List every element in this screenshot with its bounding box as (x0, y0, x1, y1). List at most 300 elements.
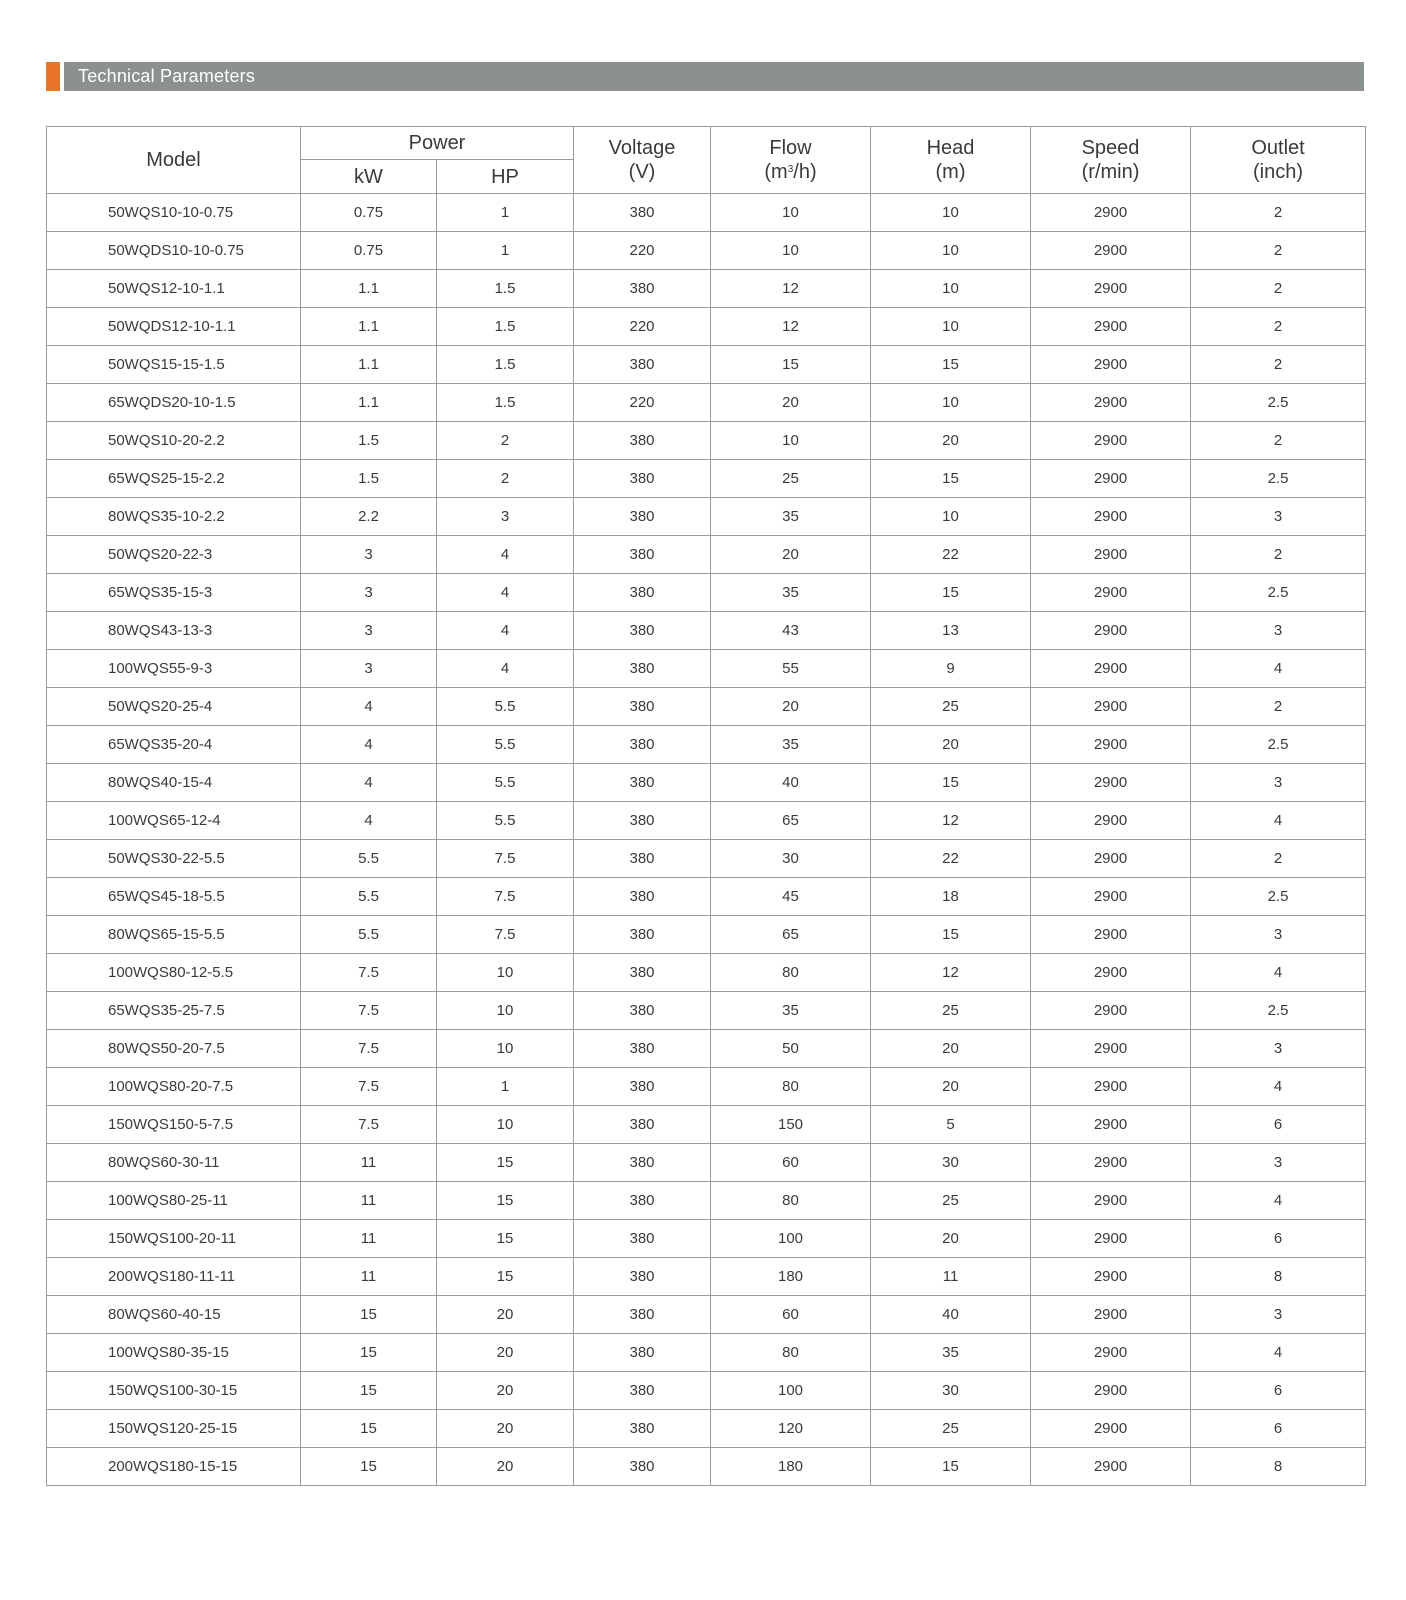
cell-head: 20 (871, 422, 1031, 460)
cell-model: 80WQS35-10-2.2 (47, 498, 301, 536)
cell-speed: 2900 (1031, 1030, 1191, 1068)
cell-outlet: 2 (1191, 422, 1366, 460)
cell-power-kw: 11 (301, 1144, 437, 1182)
cell-head: 13 (871, 612, 1031, 650)
table-row (47, 536, 1366, 574)
cell-flow: 35 (711, 498, 871, 536)
cell-flow: 180 (711, 1258, 871, 1296)
cell-power-kw: 1.1 (301, 346, 437, 384)
table-row (47, 194, 1366, 232)
title-accent-gap (60, 62, 64, 91)
cell-outlet: 4 (1191, 1068, 1366, 1106)
cell-outlet: 6 (1191, 1372, 1366, 1410)
cell-power-hp: 5.5 (437, 764, 574, 802)
cell-speed: 2900 (1031, 536, 1191, 574)
cell-flow: 45 (711, 878, 871, 916)
cell-power-kw: 15 (301, 1296, 437, 1334)
cell-model: 80WQS60-40-15 (47, 1296, 301, 1334)
cell-voltage: 380 (574, 954, 711, 992)
section-title-bar (46, 62, 1364, 91)
cell-voltage: 380 (574, 1258, 711, 1296)
table-row (47, 1372, 1366, 1410)
cell-speed: 2900 (1031, 802, 1191, 840)
cell-flow: 65 (711, 916, 871, 954)
cell-model: 65WQS35-15-3 (47, 574, 301, 612)
cell-power-kw: 15 (301, 1410, 437, 1448)
cell-head: 15 (871, 1448, 1031, 1486)
cell-speed: 2900 (1031, 1334, 1191, 1372)
cell-outlet: 4 (1191, 1182, 1366, 1220)
cell-head: 35 (871, 1334, 1031, 1372)
cell-head: 20 (871, 1030, 1031, 1068)
cell-power-hp: 10 (437, 992, 574, 1030)
cell-outlet: 2 (1191, 232, 1366, 270)
cell-flow: 15 (711, 346, 871, 384)
cell-model: 100WQS80-12-5.5 (47, 954, 301, 992)
cell-head: 22 (871, 536, 1031, 574)
cell-flow: 10 (711, 422, 871, 460)
cell-model: 65WQS45-18-5.5 (47, 878, 301, 916)
cell-speed: 2900 (1031, 878, 1191, 916)
header-voltage: Voltage (V) (574, 127, 711, 194)
cell-power-hp: 4 (437, 650, 574, 688)
cell-flow: 35 (711, 992, 871, 1030)
cell-power-kw: 0.75 (301, 232, 437, 270)
cell-flow: 35 (711, 574, 871, 612)
cell-model: 65WQS25-15-2.2 (47, 460, 301, 498)
table-row (47, 1106, 1366, 1144)
cell-voltage: 380 (574, 270, 711, 308)
cell-power-kw: 15 (301, 1448, 437, 1486)
cell-power-kw: 3 (301, 650, 437, 688)
cell-power-hp: 15 (437, 1258, 574, 1296)
cell-outlet: 6 (1191, 1410, 1366, 1448)
cell-power-kw: 3 (301, 574, 437, 612)
cell-outlet: 3 (1191, 498, 1366, 536)
cell-head: 11 (871, 1258, 1031, 1296)
cell-speed: 2900 (1031, 1144, 1191, 1182)
table-row (47, 916, 1366, 954)
cell-power-hp: 15 (437, 1144, 574, 1182)
cell-power-hp: 4 (437, 536, 574, 574)
cell-speed: 2900 (1031, 992, 1191, 1030)
cell-outlet: 3 (1191, 1030, 1366, 1068)
cell-speed: 2900 (1031, 308, 1191, 346)
cell-speed: 2900 (1031, 498, 1191, 536)
section-title: Technical Parameters (78, 66, 256, 86)
table-row (47, 840, 1366, 878)
table-row (47, 384, 1366, 422)
cell-power-kw: 7.5 (301, 954, 437, 992)
cell-model: 200WQS180-11-11 (47, 1258, 301, 1296)
cell-flow: 20 (711, 688, 871, 726)
cell-head: 25 (871, 688, 1031, 726)
cell-power-kw: 1.5 (301, 460, 437, 498)
cell-head: 12 (871, 954, 1031, 992)
cell-power-hp: 1.5 (437, 384, 574, 422)
cell-power-kw: 2.2 (301, 498, 437, 536)
cell-voltage: 220 (574, 232, 711, 270)
cell-flow: 50 (711, 1030, 871, 1068)
cell-outlet: 2 (1191, 308, 1366, 346)
cell-power-hp: 2 (437, 422, 574, 460)
cell-voltage: 380 (574, 194, 711, 232)
cell-speed: 2900 (1031, 1448, 1191, 1486)
cell-model: 50WQS10-20-2.2 (47, 422, 301, 460)
header-head: Head (m) (871, 127, 1031, 194)
cell-power-kw: 15 (301, 1372, 437, 1410)
cell-model: 80WQS40-15-4 (47, 764, 301, 802)
cell-voltage: 380 (574, 916, 711, 954)
cell-flow: 100 (711, 1372, 871, 1410)
cell-voltage: 380 (574, 1106, 711, 1144)
cell-power-hp: 4 (437, 574, 574, 612)
cell-power-kw: 7.5 (301, 1030, 437, 1068)
cell-power-hp: 1.5 (437, 346, 574, 384)
cell-power-hp: 5.5 (437, 726, 574, 764)
cell-flow: 80 (711, 954, 871, 992)
cell-power-kw: 1.1 (301, 384, 437, 422)
cell-voltage: 380 (574, 1030, 711, 1068)
cell-head: 15 (871, 460, 1031, 498)
cell-head: 25 (871, 992, 1031, 1030)
cell-voltage: 380 (574, 574, 711, 612)
cell-head: 10 (871, 232, 1031, 270)
table-row (47, 1448, 1366, 1486)
cell-model: 50WQS30-22-5.5 (47, 840, 301, 878)
cell-outlet: 4 (1191, 650, 1366, 688)
header-model: Model (47, 127, 301, 194)
cell-voltage: 380 (574, 346, 711, 384)
cell-speed: 2900 (1031, 1220, 1191, 1258)
cell-power-kw: 1.1 (301, 308, 437, 346)
cell-model: 80WQS65-15-5.5 (47, 916, 301, 954)
cell-speed: 2900 (1031, 840, 1191, 878)
cell-head: 10 (871, 384, 1031, 422)
cell-speed: 2900 (1031, 1182, 1191, 1220)
cell-speed: 2900 (1031, 688, 1191, 726)
table-row (47, 650, 1366, 688)
cell-speed: 2900 (1031, 574, 1191, 612)
cell-flow: 80 (711, 1068, 871, 1106)
cell-model: 50WQS20-22-3 (47, 536, 301, 574)
table-row (47, 308, 1366, 346)
cell-voltage: 380 (574, 1296, 711, 1334)
cell-model: 65WQDS20-10-1.5 (47, 384, 301, 422)
cell-outlet: 2.5 (1191, 726, 1366, 764)
cell-power-kw: 15 (301, 1334, 437, 1372)
cell-flow: 10 (711, 194, 871, 232)
cell-model: 65WQS35-20-4 (47, 726, 301, 764)
cell-flow: 120 (711, 1410, 871, 1448)
cell-power-kw: 11 (301, 1182, 437, 1220)
cell-power-kw: 3 (301, 612, 437, 650)
cell-head: 10 (871, 270, 1031, 308)
cell-flow: 80 (711, 1334, 871, 1372)
cell-power-hp: 2 (437, 460, 574, 498)
cell-power-hp: 20 (437, 1448, 574, 1486)
cell-speed: 2900 (1031, 612, 1191, 650)
header-flow: Flow $(m^3/h)$ (711, 127, 871, 194)
cell-head: 15 (871, 574, 1031, 612)
cell-model: 50WQDS12-10-1.1 (47, 308, 301, 346)
cell-voltage: 380 (574, 1220, 711, 1258)
cell-power-hp: 5.5 (437, 688, 574, 726)
cell-head: 15 (871, 346, 1031, 384)
cell-model: 80WQS60-30-11 (47, 1144, 301, 1182)
cell-flow: 20 (711, 536, 871, 574)
cell-outlet: 3 (1191, 612, 1366, 650)
cell-flow: 55 (711, 650, 871, 688)
cell-head: 15 (871, 916, 1031, 954)
table-body (47, 194, 1366, 1486)
cell-power-hp: 15 (437, 1220, 574, 1258)
cell-head: 30 (871, 1372, 1031, 1410)
cell-power-hp: 10 (437, 1106, 574, 1144)
cell-outlet: 2.5 (1191, 992, 1366, 1030)
cell-voltage: 380 (574, 764, 711, 802)
table-row (47, 802, 1366, 840)
cell-voltage: 380 (574, 498, 711, 536)
cell-model: 150WQS100-30-15 (47, 1372, 301, 1410)
cell-outlet: 2.5 (1191, 384, 1366, 422)
cell-power-hp: 20 (437, 1372, 574, 1410)
cell-speed: 2900 (1031, 1410, 1191, 1448)
cell-power-hp: 20 (437, 1296, 574, 1334)
cell-voltage: 380 (574, 536, 711, 574)
table-row (47, 574, 1366, 612)
cell-head: 10 (871, 498, 1031, 536)
cell-head: 9 (871, 650, 1031, 688)
cell-power-hp: 20 (437, 1410, 574, 1448)
cell-power-kw: 11 (301, 1258, 437, 1296)
cell-power-hp: 7.5 (437, 916, 574, 954)
cell-model: 50WQS12-10-1.1 (47, 270, 301, 308)
cell-flow: 30 (711, 840, 871, 878)
cell-flow: 65 (711, 802, 871, 840)
header-outlet: Outlet (inch) (1191, 127, 1366, 194)
cell-voltage: 380 (574, 612, 711, 650)
cell-power-hp: 4 (437, 612, 574, 650)
cell-power-kw: 4 (301, 726, 437, 764)
header-speed: Speed (r/min) (1031, 127, 1191, 194)
cell-voltage: 380 (574, 460, 711, 498)
cell-speed: 2900 (1031, 232, 1191, 270)
cell-power-hp: 1 (437, 194, 574, 232)
cell-power-kw: 7.5 (301, 992, 437, 1030)
cell-model: 50WQS15-15-1.5 (47, 346, 301, 384)
cell-model: 100WQS55-9-3 (47, 650, 301, 688)
table-row (47, 1258, 1366, 1296)
cell-voltage: 380 (574, 1448, 711, 1486)
cell-outlet: 3 (1191, 1144, 1366, 1182)
table-row (47, 992, 1366, 1030)
table-row (47, 460, 1366, 498)
cell-speed: 2900 (1031, 1068, 1191, 1106)
cell-power-kw: 5.5 (301, 840, 437, 878)
cell-head: 20 (871, 1220, 1031, 1258)
table-row (47, 1296, 1366, 1334)
cell-power-hp: 1 (437, 232, 574, 270)
cell-power-hp: 20 (437, 1334, 574, 1372)
cell-speed: 2900 (1031, 460, 1191, 498)
cell-voltage: 380 (574, 992, 711, 1030)
table-row (47, 346, 1366, 384)
cell-model: 150WQS150-5-7.5 (47, 1106, 301, 1144)
cell-power-hp: 10 (437, 954, 574, 992)
cell-voltage: 380 (574, 1182, 711, 1220)
cell-model: 100WQS80-35-15 (47, 1334, 301, 1372)
cell-power-kw: 1.5 (301, 422, 437, 460)
cell-head: 10 (871, 308, 1031, 346)
cell-flow: 35 (711, 726, 871, 764)
cell-speed: 2900 (1031, 1258, 1191, 1296)
cell-power-hp: 1.5 (437, 308, 574, 346)
header-power: Power (301, 127, 574, 160)
cell-outlet: 3 (1191, 916, 1366, 954)
cell-head: 30 (871, 1144, 1031, 1182)
cell-outlet: 8 (1191, 1258, 1366, 1296)
cell-head: 20 (871, 726, 1031, 764)
cell-flow: 25 (711, 460, 871, 498)
table-row (47, 1030, 1366, 1068)
cell-power-kw: 1.1 (301, 270, 437, 308)
cell-power-hp: 1.5 (437, 270, 574, 308)
cell-speed: 2900 (1031, 270, 1191, 308)
cell-speed: 2900 (1031, 1106, 1191, 1144)
header-power-kw: kW (301, 160, 437, 194)
cell-power-kw: 5.5 (301, 916, 437, 954)
table-row (47, 612, 1366, 650)
cell-model: 50WQS20-25-4 (47, 688, 301, 726)
cell-speed: 2900 (1031, 422, 1191, 460)
table-row (47, 764, 1366, 802)
cell-power-kw: 4 (301, 802, 437, 840)
cell-model: 100WQS80-20-7.5 (47, 1068, 301, 1106)
cell-power-hp: 3 (437, 498, 574, 536)
cell-head: 40 (871, 1296, 1031, 1334)
cell-model: 100WQS80-25-11 (47, 1182, 301, 1220)
cell-voltage: 380 (574, 726, 711, 764)
cell-flow: 40 (711, 764, 871, 802)
cell-model: 150WQS100-20-11 (47, 1220, 301, 1258)
cell-outlet: 4 (1191, 1334, 1366, 1372)
cell-speed: 2900 (1031, 650, 1191, 688)
cell-power-kw: 7.5 (301, 1106, 437, 1144)
cell-speed: 2900 (1031, 764, 1191, 802)
cell-power-kw: 11 (301, 1220, 437, 1258)
cell-flow: 43 (711, 612, 871, 650)
table-row (47, 1182, 1366, 1220)
cell-outlet: 2.5 (1191, 460, 1366, 498)
cell-speed: 2900 (1031, 384, 1191, 422)
cell-speed: 2900 (1031, 1296, 1191, 1334)
cell-model: 80WQS50-20-7.5 (47, 1030, 301, 1068)
cell-power-kw: 7.5 (301, 1068, 437, 1106)
cell-head: 15 (871, 764, 1031, 802)
cell-power-kw: 0.75 (301, 194, 437, 232)
cell-flow: 80 (711, 1182, 871, 1220)
cell-voltage: 380 (574, 878, 711, 916)
cell-outlet: 6 (1191, 1220, 1366, 1258)
cell-model: 50WQS10-10-0.75 (47, 194, 301, 232)
cell-head: 25 (871, 1410, 1031, 1448)
cell-outlet: 6 (1191, 1106, 1366, 1144)
cell-flow: 60 (711, 1144, 871, 1182)
table-row (47, 232, 1366, 270)
cell-power-hp: 1 (437, 1068, 574, 1106)
cell-flow: 20 (711, 384, 871, 422)
cell-voltage: 380 (574, 1372, 711, 1410)
table-row (47, 422, 1366, 460)
table-row (47, 270, 1366, 308)
cell-power-kw: 3 (301, 536, 437, 574)
cell-power-hp: 7.5 (437, 878, 574, 916)
cell-power-hp: 5.5 (437, 802, 574, 840)
cell-flow: 100 (711, 1220, 871, 1258)
cell-speed: 2900 (1031, 916, 1191, 954)
header-power-hp: HP (437, 160, 574, 194)
cell-speed: 2900 (1031, 954, 1191, 992)
cell-model: 50WQDS10-10-0.75 (47, 232, 301, 270)
cell-voltage: 380 (574, 650, 711, 688)
technical-parameters-table (46, 126, 1366, 1486)
cell-voltage: 380 (574, 1334, 711, 1372)
cell-voltage: 380 (574, 422, 711, 460)
cell-flow: 10 (711, 232, 871, 270)
cell-voltage: 380 (574, 840, 711, 878)
cell-model: 65WQS35-25-7.5 (47, 992, 301, 1030)
cell-flow: 60 (711, 1296, 871, 1334)
cell-outlet: 2 (1191, 270, 1366, 308)
cell-outlet: 2.5 (1191, 574, 1366, 612)
cell-head: 18 (871, 878, 1031, 916)
cell-flow: 12 (711, 308, 871, 346)
cell-outlet: 4 (1191, 954, 1366, 992)
cell-outlet: 3 (1191, 1296, 1366, 1334)
cell-flow: 12 (711, 270, 871, 308)
cell-voltage: 380 (574, 688, 711, 726)
table-row (47, 1410, 1366, 1448)
cell-voltage: 220 (574, 384, 711, 422)
title-accent-marker (46, 62, 60, 91)
cell-speed: 2900 (1031, 726, 1191, 764)
cell-model: 100WQS65-12-4 (47, 802, 301, 840)
cell-model: 200WQS180-15-15 (47, 1448, 301, 1486)
cell-head: 25 (871, 1182, 1031, 1220)
cell-head: 5 (871, 1106, 1031, 1144)
cell-power-kw: 4 (301, 688, 437, 726)
cell-head: 10 (871, 194, 1031, 232)
cell-speed: 2900 (1031, 346, 1191, 384)
table-row (47, 1220, 1366, 1258)
cell-voltage: 220 (574, 308, 711, 346)
table-row (47, 498, 1366, 536)
cell-voltage: 380 (574, 802, 711, 840)
cell-outlet: 2.5 (1191, 878, 1366, 916)
cell-power-hp: 7.5 (437, 840, 574, 878)
cell-head: 20 (871, 1068, 1031, 1106)
cell-power-hp: 15 (437, 1182, 574, 1220)
table-header (47, 127, 1366, 194)
cell-flow: 180 (711, 1448, 871, 1486)
cell-flow: 150 (711, 1106, 871, 1144)
cell-outlet: 2 (1191, 688, 1366, 726)
cell-outlet: 4 (1191, 802, 1366, 840)
cell-model: 80WQS43-13-3 (47, 612, 301, 650)
cell-head: 12 (871, 802, 1031, 840)
cell-outlet: 8 (1191, 1448, 1366, 1486)
